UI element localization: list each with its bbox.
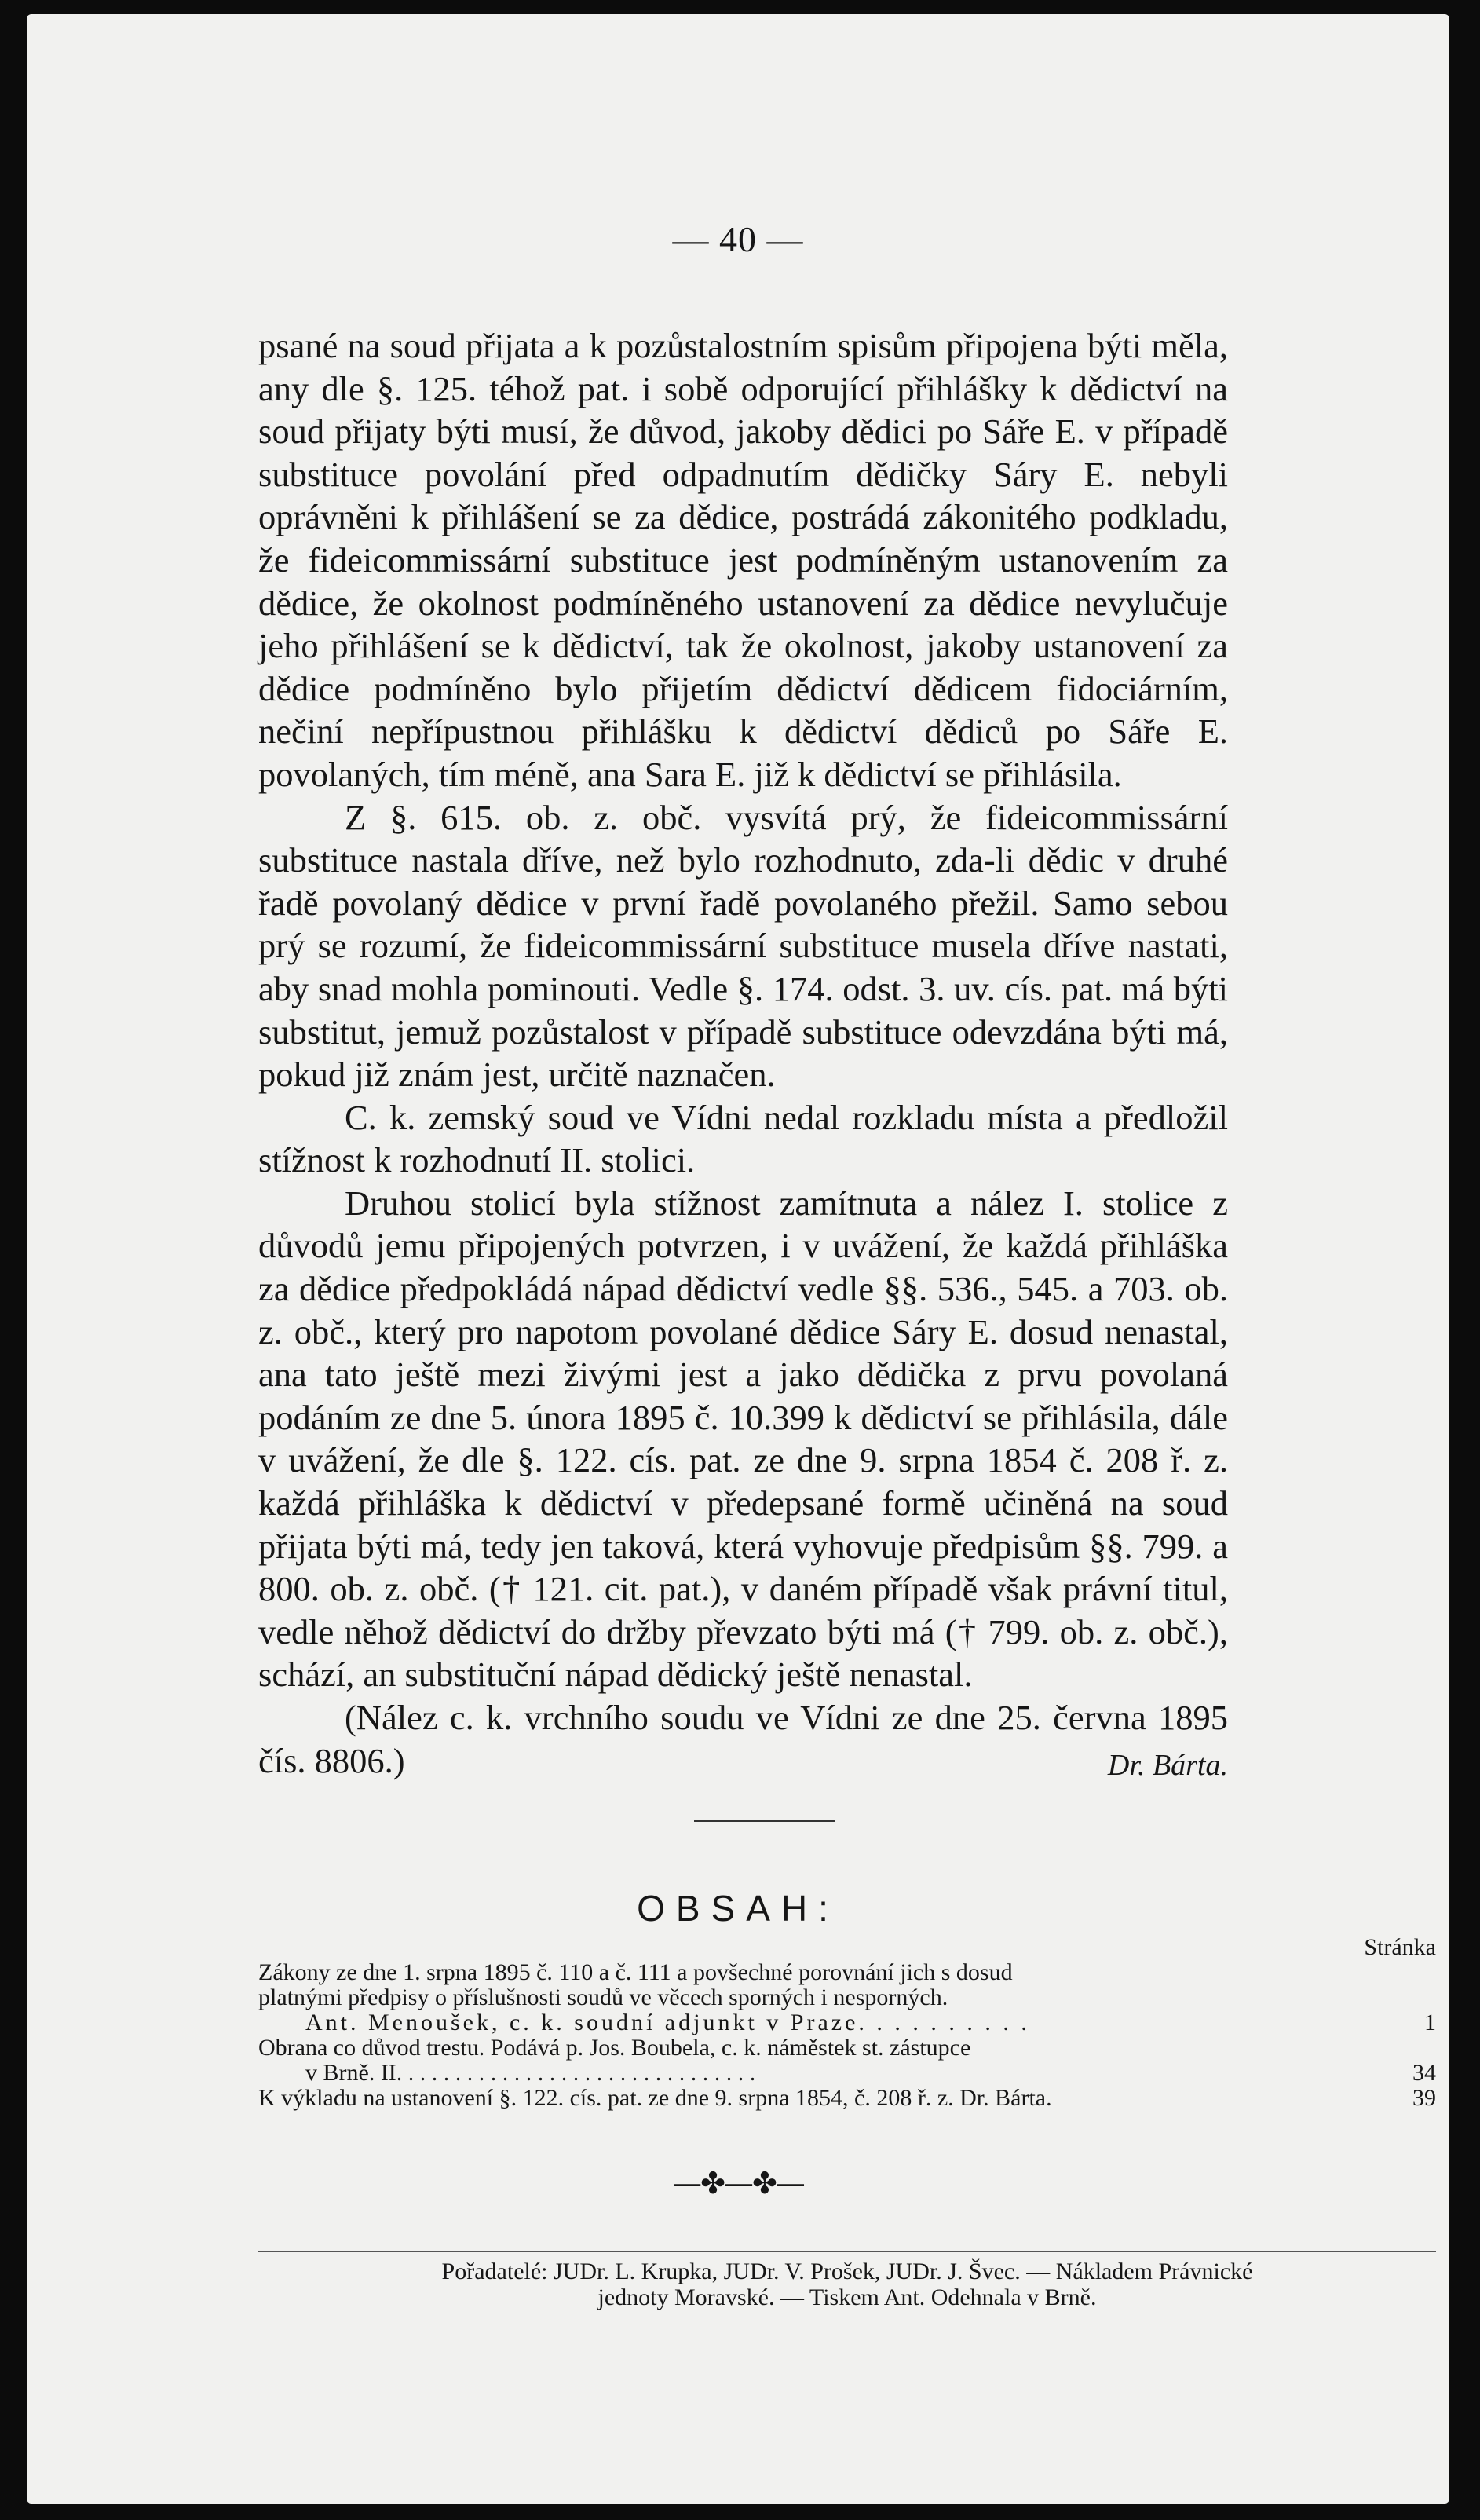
table-of-contents xyxy=(258,1935,1436,2111)
entry-1-line-3: Ant. Menoušek, c. k. soudní adjunkt v Praze. . . . . . . . . . xyxy=(305,2010,1030,2035)
entry-1-page: 1 xyxy=(1424,2010,1436,2035)
paragraph-2: Z §. 615. ob. z. obč. vysvítá prý, že fideicommissární substituce nastala dříve, než bylo rozhodnuto, zda-li dědic v druhé řadě povolaný dědice v první řadě povolaného přežil. Samo sebou prý se rozumí, že fideicommissární substituce musela dříve nastati, aby snad mohla pominouti. Vedle §. 174. odst. 3. uv. cís. pat. má býti substitut, jemuž pozůstalost v případě substituce odevzdána býti má, pokud již znám jest, určitě naznačen. xyxy=(258,797,1228,1095)
footer-line-2: jednoty Moravské. — Tiskem Ant. Odehnala v Brně. xyxy=(597,2284,1097,2310)
paragraph-5 xyxy=(258,1696,1228,1782)
signature: Dr. Bárta. xyxy=(1107,1748,1228,1782)
paragraph-1: psané na soud přijata a k pozůstalostním spisům připojena býti měla, any dle §. 125. téhož pat. i sobě odporující přihlášky k dědictví na soud přijaty býti musí, že důvod, jakoby dědici po Sáře E. v případě substituce povolání před odpadnutím dědičky Sáry E. nebyli oprávněni k přihlášení se za dědice, postrádá zákonitého podkladu, že fideicommissární substituce jest podmíněným ustanovením za dědice, že okolnost podmíněného ustanovení za dědice nevylučuje jeho přihlášení se k dědictví, tak že okolnost, jakoby ustanovení za dědice podmíněno bylo přijetím dědictví dědicem fidociárním, nečiní nepřípustnou přihlášku k dědictví dědiců po Sáře E. povolaných, tím méně, ana Sara E. již k dědictví se přihlásila. xyxy=(258,326,1228,794)
entry-3-page: 39 xyxy=(1412,2085,1436,2111)
body-text xyxy=(258,324,1228,1787)
citation-text: (Nález c. k. vrchního soudu ve Vídni ze dne 25. června 1895 čís. 8806.) xyxy=(258,1698,1228,1780)
entry-1-line-1: Zákony ze dne 1. srpna 1895 č. 110 a č. 111 a povšechné porovnání jich s dosud xyxy=(258,1959,1013,1985)
ornament-divider: —✤—✤— xyxy=(672,2166,804,2200)
contents-entry-2 xyxy=(258,2035,1436,2086)
section-divider xyxy=(694,1820,835,1822)
contents-title: OBSAH: xyxy=(637,1888,839,1929)
entry-2-page: 34 xyxy=(1412,2060,1436,2086)
entry-2-line-2: v Brně. II. . . . . . . . . . . . . . . . . . . . . . . . . . . . . . . xyxy=(305,2060,756,2086)
entry-2-line-1: Obrana co důvod trestu. Podává p. Jos. Boubela, c. k. náměstek st. zástupce xyxy=(258,2035,971,2061)
entry-3-line-1: K výkladu na ustanovení §. 122. cís. pat. ze dne 9. srpna 1854, č. 208 ř. z. Dr. Bárta. xyxy=(258,2085,1052,2111)
contents-entry-3 xyxy=(258,2086,1436,2111)
footer-line-1: Pořadatelé: JUDr. L. Krupka, JUDr. V. Prošek, JUDr. J. Švec. — Nákladem Právnické xyxy=(441,2258,1253,2284)
footer-rule xyxy=(258,2251,1436,2252)
imprint-footer xyxy=(258,2258,1436,2310)
paragraph-4: Druhou stolicí byla stížnost zamítnuta a nález I. stolice z důvodů jemu připojených potvrzen, i v uvážení, že každá přihláška za dědice předpokládá nápad dědictví vedle §§. 536., 545. a 703. ob. z. obč., který pro napotom povolané dědice Sáry E. dosud nenastal, ana tato ještě mezi živými jest a jako dědička z prvu povolaná podáním ze dne 5. února 1895 č. 10.399 k dědictví se přihlásila, dále v uvážení, že dle §. 122. cís. pat. ze dne 9. srpna 1854 č. 208 ř. z. každá přihláška k dědictví v předepsané formě učiněná na soud přijata býti má, tedy jen taková, která vyhovuje předpisům §§. 799. a 800. ob. z. obč. († 121. cit. pat.), v daném případě však právní titul, vedle něhož dědictví do držby převzato býti má († 799. ob. z. obč.), schází, an substituční nápad dědický ještě nenastal. xyxy=(258,1183,1228,1695)
page-column-label: Stránka xyxy=(1364,1934,1436,1960)
paragraph-3: C. k. zemský soud ve Vídni nedal rozkladu místa a předložil stížnost k rozhodnutí II. stolici. xyxy=(258,1097,1228,1180)
page-sheet xyxy=(27,14,1449,2504)
contents-entry-1 xyxy=(258,1960,1436,2035)
page-number: — 40 — xyxy=(672,219,804,259)
entry-1-line-2: platnými předpisy o příslušnosti soudů ve věcech sporných i nesporných. xyxy=(258,1984,948,2010)
